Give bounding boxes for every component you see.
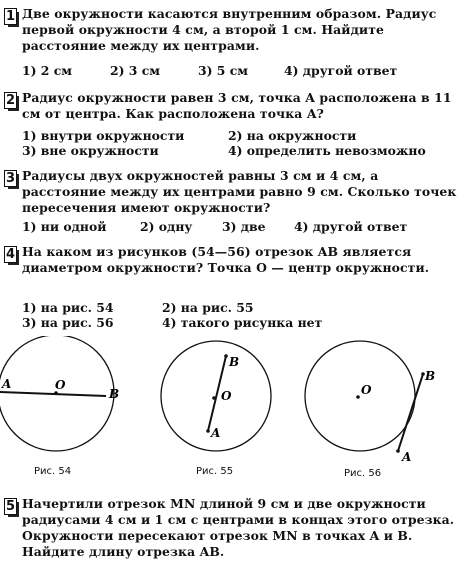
option-3: 3) на рис. 56 <box>22 315 114 330</box>
point-a <box>396 449 400 453</box>
option-2: 2) одну <box>140 219 193 234</box>
option-2: 2) на рис. 55 <box>162 300 254 315</box>
label-a: A <box>402 450 412 464</box>
center-point <box>356 395 360 399</box>
option-3: 3) вне окружности <box>22 143 159 158</box>
problem-number: 4 <box>5 247 16 262</box>
caption-fig-54: Рис. 54 <box>34 466 72 477</box>
option-1: 1) 2 см <box>22 63 73 78</box>
problem-number: 2 <box>5 93 16 108</box>
problem-number: 1 <box>5 9 16 24</box>
option-4: 4) определить невозможно <box>228 143 426 158</box>
figures <box>0 336 466 486</box>
point-b <box>224 354 228 358</box>
problem-text: Радиусы двух окружностей равны 3 см и 4 см, а расстояние между их центрами равно 9 см. Сколько точек пересечения имеют окружности? <box>22 168 457 215</box>
option-1: 1) ни одной <box>22 219 107 234</box>
label-o: O <box>221 389 232 403</box>
option-3: 3) две <box>222 219 266 234</box>
point-a <box>206 429 210 433</box>
option-4: 4) такого рисунка нет <box>162 315 323 330</box>
label-o: O <box>55 378 66 392</box>
caption-fig-55: Рис. 55 <box>196 466 234 477</box>
figure-54 <box>0 336 119 451</box>
caption-fig-56: Рис. 56 <box>344 468 382 479</box>
label-b: B <box>109 387 120 401</box>
problem-text: Две окружности касаются внутренним образом. Радиус первой окружности 4 см, а второй 1 см. Найдите расстояние между их центрами. <box>22 6 437 53</box>
problem-number: 3 <box>5 171 16 186</box>
problem-text: На каком из рисунков (54—56) отрезок AB является диаметром окружности? Точка O — центр окружности. <box>22 244 430 275</box>
figure-55 <box>161 341 271 451</box>
segment-ab <box>0 392 106 396</box>
option-1: 1) на рис. 54 <box>22 300 114 315</box>
option-3: 3) 5 см <box>198 63 249 78</box>
option-4: 4) другой ответ <box>284 63 398 78</box>
problem-number: 5 <box>5 499 16 514</box>
label-o: O <box>361 383 372 397</box>
label-b: B <box>229 355 240 369</box>
label-a: A <box>2 377 12 391</box>
option-1: 1) внутри окружности <box>22 128 185 143</box>
label-a: A <box>211 426 221 440</box>
option-2: 2) на окружности <box>228 128 357 143</box>
problem-text: Радиус окружности равен 3 см, точка A расположена в 11 см от центра. Как расположена точка A? <box>22 90 452 121</box>
center-point <box>212 396 216 400</box>
label-b: B <box>425 369 436 383</box>
option-4: 4) другой ответ <box>294 219 408 234</box>
problem-text: Начертили отрезок MN длиной 9 см и две окружности радиусами 4 см и 1 см с центрами в концах этого отрезка. Окружности пересекают отрезок MN в точках A и B. Найдите длину отрезка AB. <box>22 496 455 559</box>
option-2: 2) 3 см <box>110 63 161 78</box>
figure-56 <box>305 341 435 464</box>
segment-ab <box>398 374 423 451</box>
circle <box>305 341 415 451</box>
